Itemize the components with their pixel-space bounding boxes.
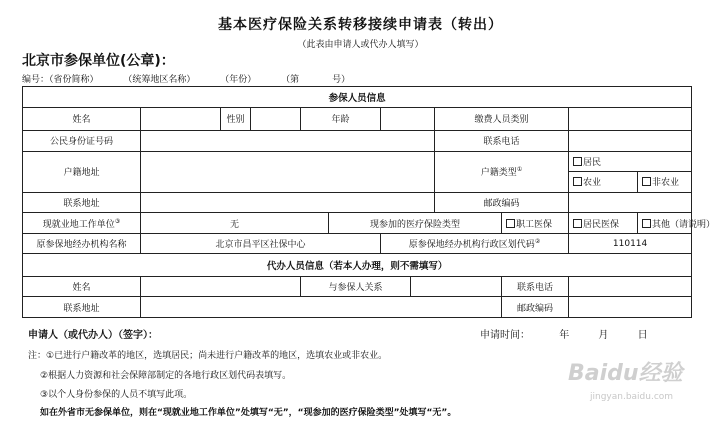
year-label: 年 (559, 330, 570, 341)
contact-address-field[interactable] (141, 192, 435, 213)
serial-part: 号） (332, 75, 351, 85)
option-resident-insurance[interactable] (569, 213, 638, 234)
current-employer-text: 现就业地工作单位 (42, 219, 115, 230)
agent-postal-label: 邮政编码 (502, 297, 569, 318)
option-agricultural[interactable] (569, 172, 638, 193)
agent-name-field[interactable] (141, 276, 301, 297)
checkbox-icon[interactable] (573, 157, 582, 166)
footnote-mark: ② (534, 238, 541, 246)
serial-part: （统筹地区名称） (123, 75, 196, 85)
option-employee-insurance[interactable] (502, 213, 569, 234)
household-type-label (435, 151, 569, 192)
orig-region-code-label (381, 233, 569, 254)
watermark-url: jingyan.baidu.com (590, 392, 674, 402)
applicant-signature-label: 申请人（或代办人）（签字）： (28, 330, 158, 341)
orig-agency-label: 原参保地经办机构名称 (23, 233, 141, 254)
insured-unit-label: 北京市参保单位(公章)： (22, 53, 175, 69)
current-insurance-type-label: 现参加的医疗保险类型 (329, 213, 502, 234)
option-label: 其他（请说明） (652, 219, 716, 230)
id-number-field[interactable] (141, 131, 435, 152)
name-label: 姓名 (23, 107, 141, 131)
checkbox-icon[interactable] (506, 219, 515, 228)
day-label: 日 (637, 330, 648, 341)
payment-category-label: 缴费人员类别 (435, 107, 569, 131)
section-insured-header: 参保人员信息 (23, 87, 692, 108)
agent-phone-label: 联系电话 (502, 276, 569, 297)
option-label: 农业 (583, 178, 602, 189)
serial-part: （第 (281, 75, 300, 85)
option-resident[interactable] (569, 151, 692, 172)
household-address-field[interactable] (141, 151, 435, 192)
checkbox-icon[interactable] (573, 177, 582, 186)
month-label: 月 (598, 330, 609, 341)
contact-phone-field[interactable] (569, 131, 692, 152)
age-label: 年龄 (301, 107, 381, 131)
application-form-table (22, 86, 716, 318)
note-1: 注：①已进行户籍改革的地区，选填居民；尚未进行户籍改革的地区，选填农业或非农业。 (28, 351, 388, 361)
gender-label: 性别 (221, 107, 251, 131)
orig-region-code-value[interactable]: 110114 (569, 233, 692, 254)
name-field[interactable] (141, 107, 221, 131)
postal-code-field[interactable] (569, 192, 692, 213)
checkbox-icon[interactable] (573, 219, 582, 228)
agent-relation-label: 与参保人关系 (301, 276, 411, 297)
checkbox-icon[interactable] (642, 219, 651, 228)
note-3: ③以个人身份参保的人员不填写此项。 (40, 390, 193, 400)
contact-address-label: 联系地址 (23, 192, 141, 213)
footnote-mark: ① (516, 166, 523, 174)
current-employer-label (23, 213, 141, 234)
section-agent-header: 代办人员信息（若本人办理，则不需填写） (23, 254, 692, 277)
serial-number-line (22, 72, 372, 85)
option-label: 职工医保 (516, 219, 553, 230)
option-label: 居民医保 (583, 219, 620, 230)
watermark-logo: Baidu经验 (568, 361, 683, 386)
form-title: 基本医疗保险关系转移接续申请表（转出） (218, 17, 503, 33)
gender-field[interactable] (251, 107, 301, 131)
form-subtitle: （此表由申请人或代办人填写） (297, 40, 424, 50)
option-label: 居民 (583, 157, 602, 168)
option-other[interactable] (638, 213, 716, 234)
checkbox-icon[interactable] (642, 177, 651, 186)
current-employer-value[interactable]: 无 (141, 213, 329, 234)
household-type-text: 户籍类型 (480, 168, 517, 179)
contact-phone-label: 联系电话 (435, 131, 569, 152)
footnote-mark: ③ (114, 217, 121, 225)
note-4: 如在外省市无参保单位，则在“现就业地工作单位”处填写“无”，“现参加的医疗保险类型”处填写“无”。 (40, 408, 457, 418)
age-field[interactable] (381, 107, 435, 131)
serial-part: 编号：（省份简称） (22, 75, 99, 85)
orig-agency-value[interactable]: 北京市昌平区社保中心 (141, 233, 381, 254)
payment-category-field[interactable] (569, 107, 692, 131)
agent-name-label: 姓名 (23, 276, 141, 297)
apply-time-line (480, 326, 648, 341)
agent-address-label: 联系地址 (23, 297, 141, 318)
note-2: ②根据人力资源和社会保障部制定的各地行政区划代码表填写。 (40, 371, 292, 381)
postal-code-label: 邮政编码 (435, 192, 569, 213)
option-non-agricultural[interactable] (638, 172, 692, 193)
agent-phone-field[interactable] (569, 276, 692, 297)
household-address-label: 户籍地址 (23, 151, 141, 192)
agent-relation-field[interactable] (411, 276, 502, 297)
agent-postal-field[interactable] (569, 297, 692, 318)
apply-time-label: 申请时间： (480, 330, 530, 341)
option-label: 非农业 (652, 178, 680, 189)
serial-part: （年份） (220, 75, 257, 85)
id-number-label: 公民身份证号码 (23, 131, 141, 152)
agent-address-field[interactable] (141, 297, 502, 318)
orig-region-code-text: 原参保地经办机构行政区划代码 (408, 240, 535, 251)
